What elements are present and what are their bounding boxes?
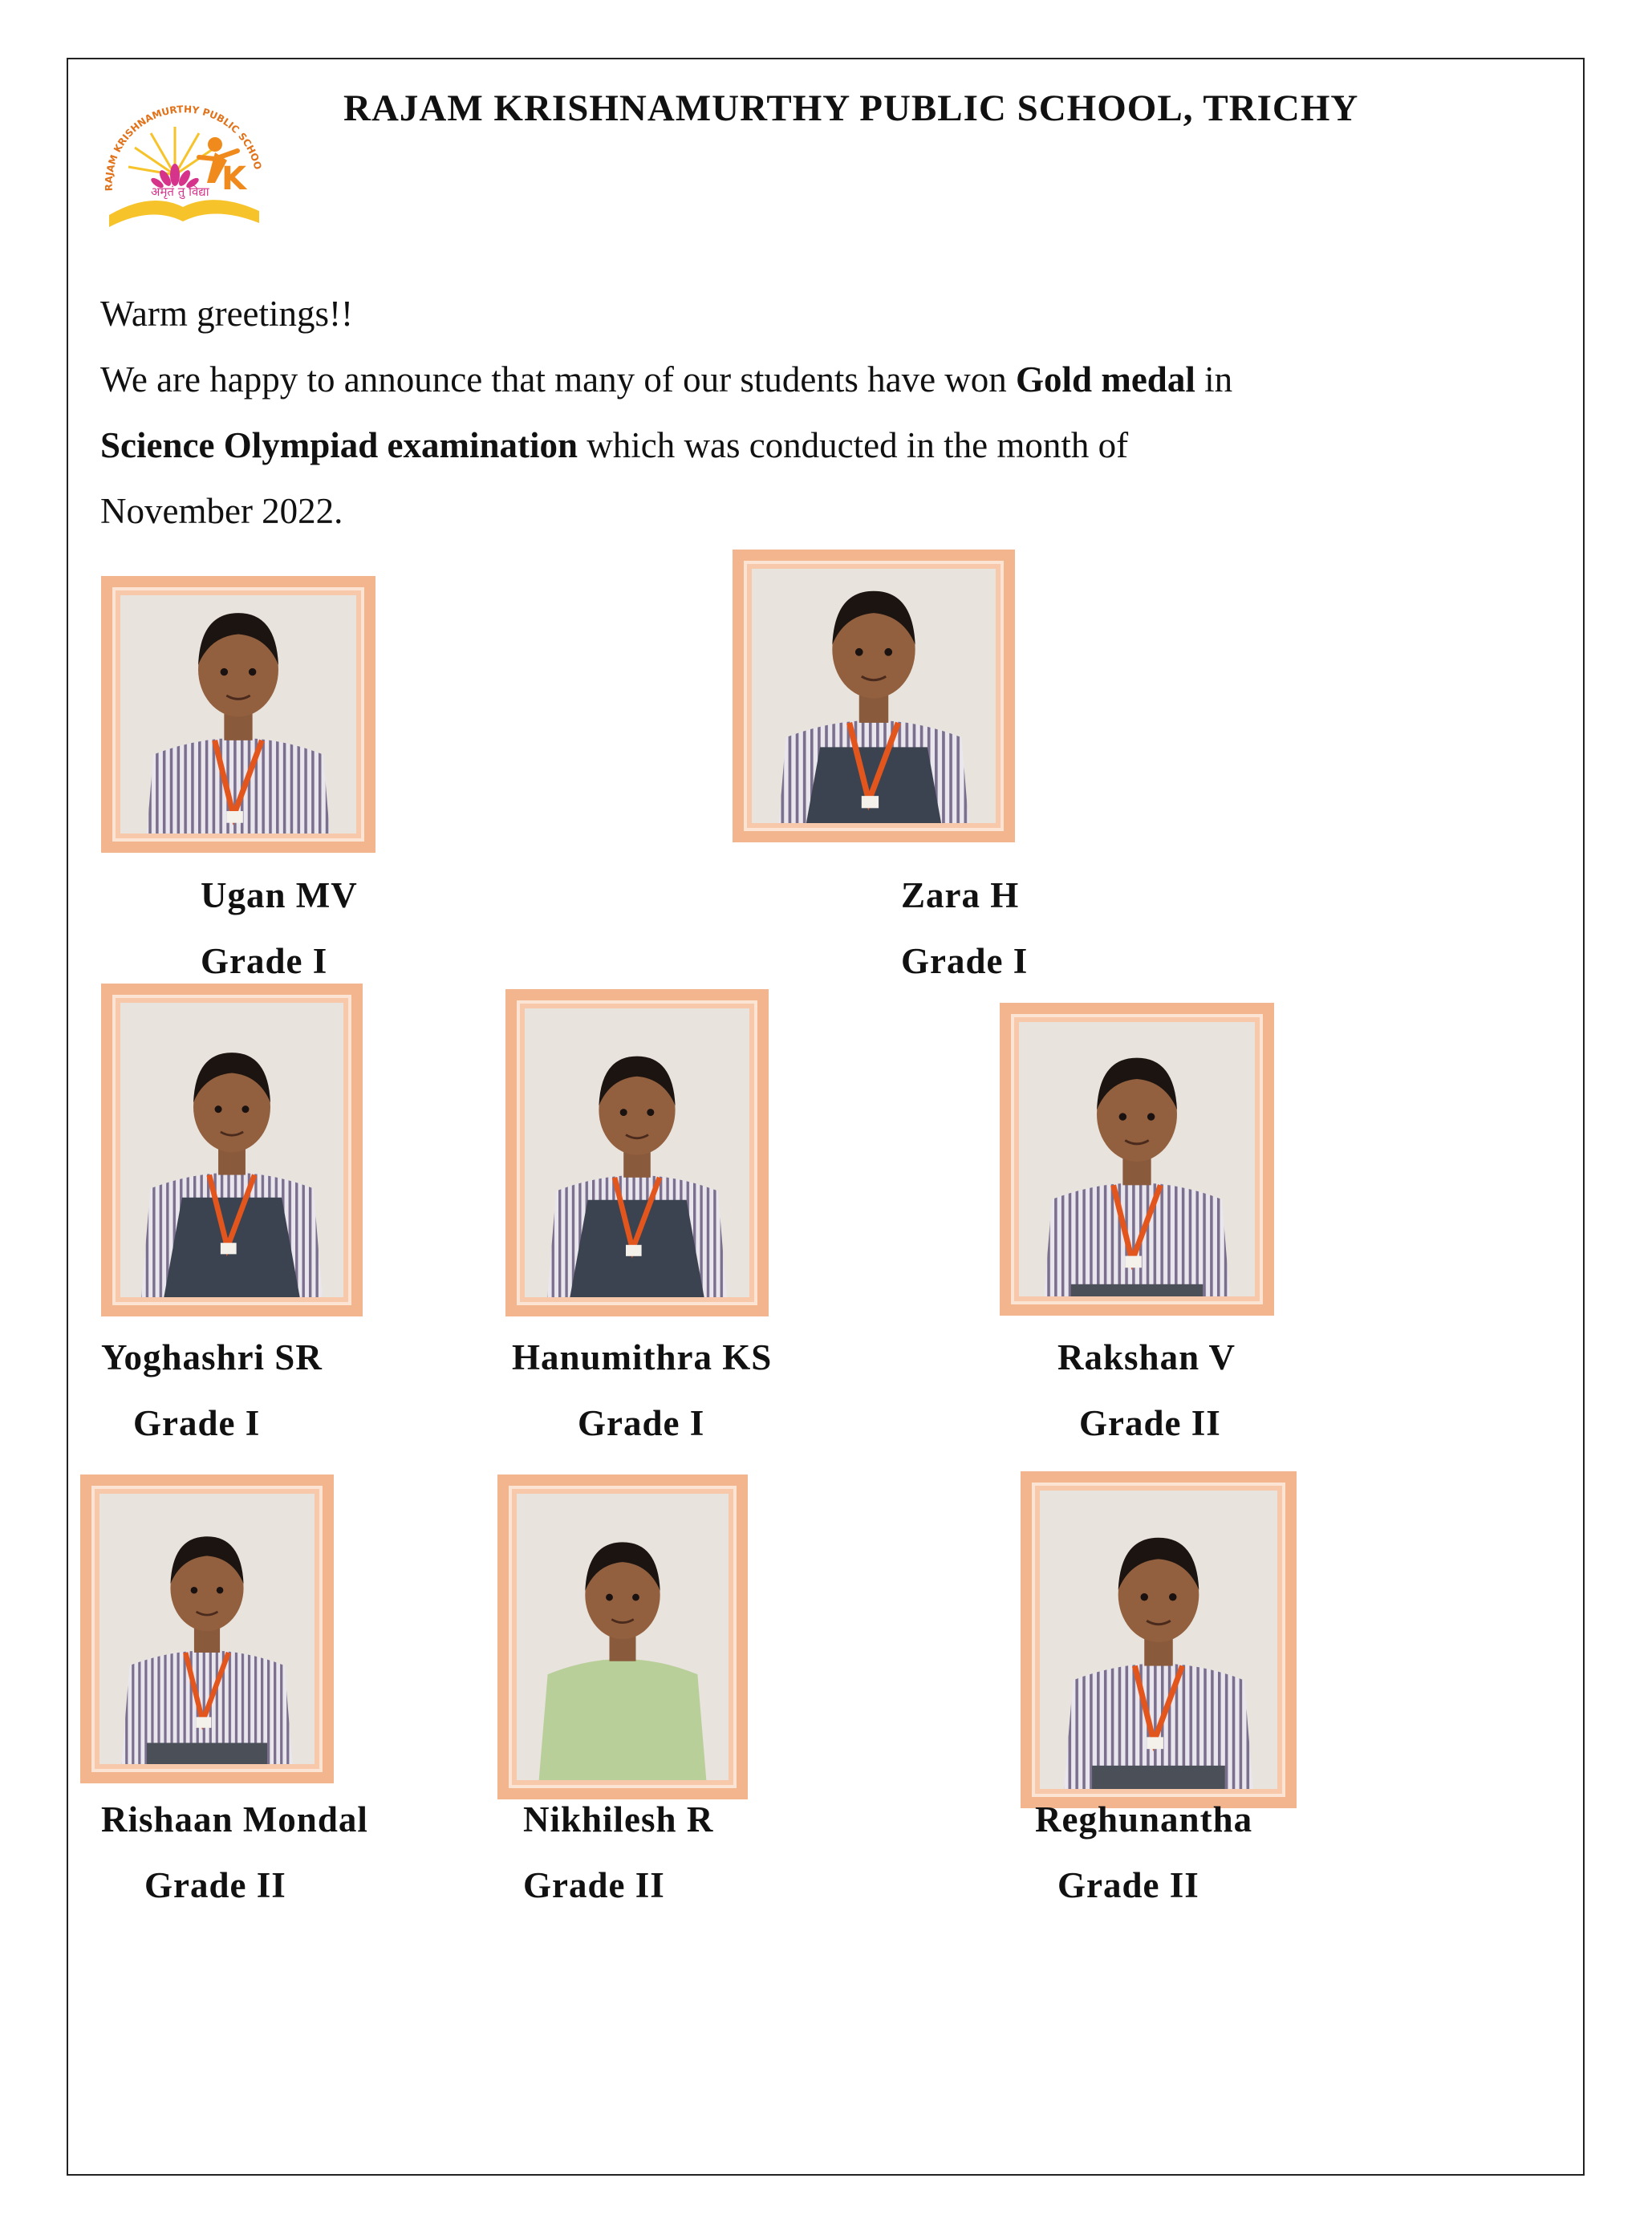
student-grade: Grade II [1057,1865,1199,1905]
student-grade: Grade I [201,941,328,981]
line1-pre: We are happy to announce that many of our students have won [100,359,1017,400]
announcement-text [100,281,1544,544]
student-photo-icon [517,1494,729,1780]
line2-post: which was conducted in the month of [578,425,1129,465]
svg-text:K: K [221,160,246,197]
student-photo [505,989,769,1316]
student-name: Yoghashri SR [101,1337,323,1377]
student-photo [497,1474,748,1799]
school-title: RAJAM KRISHNAMURTHY PUBLIC SCHOOL, TRICHY [343,87,1359,129]
portrait-drawing [525,1008,749,1297]
student-grade: Grade II [144,1865,286,1905]
announcement-line-1 [100,347,1544,412]
student-name: Nikhilesh R [523,1799,714,1840]
portrait-drawing [120,1003,343,1297]
student-photo [1021,1471,1297,1808]
student-photo-icon [525,1008,749,1297]
announcement-line-3: November 2022. [100,491,343,531]
student-grade: Grade I [901,941,1029,981]
portrait-drawing [752,569,996,823]
science-olympiad-text: Science Olympiad examination [100,425,578,465]
student-grade: Grade II [523,1865,665,1905]
greeting: Warm greetings!! [100,294,353,334]
school-logo-icon [95,95,273,233]
student-grade: Grade I [133,1403,261,1443]
student-name: Rishaan Mondal [101,1799,368,1840]
student-photo-icon [120,595,356,834]
student-photo [101,984,363,1316]
student-name: Reghunantha [1035,1799,1253,1840]
portrait-drawing [99,1494,315,1764]
student-name: Rakshan V [1057,1337,1236,1377]
student-photo [733,550,1015,842]
portrait-drawing [1019,1022,1255,1296]
logo-arc-text: RAJAM KRISHNAMURTHY PUBLIC SCHOO [103,103,264,192]
gold-medal-text: Gold medal [1016,359,1195,400]
student-photo [80,1474,334,1783]
student-photo-icon [99,1494,315,1764]
announcement-line-2 [100,412,1544,478]
student-photo-icon [120,1003,343,1297]
student-photo [101,576,375,853]
student-photo-icon [1019,1022,1255,1296]
portrait-drawing [1040,1491,1277,1789]
student-photo-icon [752,569,996,823]
student-name: Hanumithra KS [512,1337,773,1377]
student-grade: Grade II [1079,1403,1221,1443]
student-photo-icon [1040,1491,1277,1789]
student-name: Ugan MV [201,875,358,915]
logo-motto: अमृतं तु विद्या [151,185,209,199]
student-grade: Grade I [578,1403,705,1443]
portrait-drawing [120,595,356,834]
line1-post: in [1195,359,1233,400]
portrait-drawing [517,1494,729,1780]
student-name: Zara H [901,875,1020,915]
student-photo [1000,1003,1274,1316]
